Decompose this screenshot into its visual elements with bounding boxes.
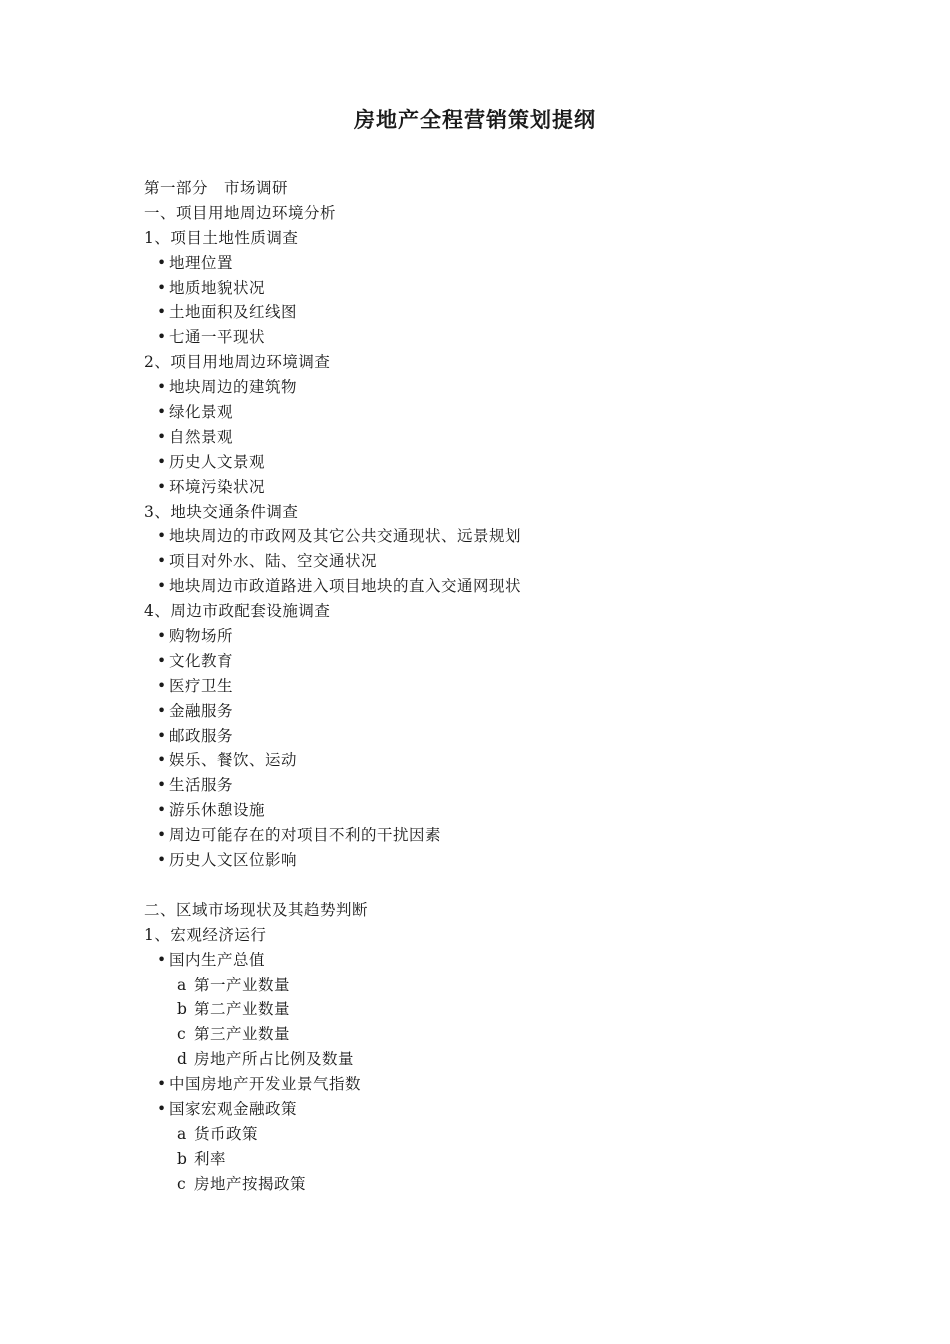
bullet-item (144, 948, 864, 973)
bullet-item-text: 土地面积及红线图 (169, 303, 298, 322)
sub-item-letter: b (177, 1149, 188, 1168)
bullet-item (144, 450, 864, 475)
bullet-item-text: 邮政服务 (169, 726, 234, 745)
outline-body (144, 176, 864, 1197)
bullet-item-text: 游乐休憩设施 (169, 801, 266, 820)
section-heading-text: 4、周边市政配套设施调查 (144, 602, 331, 621)
bullet-item (144, 1097, 864, 1122)
bullet-item (144, 823, 864, 848)
section-heading (144, 898, 864, 923)
section-heading-text: 第一部分 市场调研 (144, 179, 289, 197)
sub-item (144, 1047, 864, 1072)
sub-item-text: 房地产按揭政策 (194, 1174, 307, 1193)
bullet-item-text: 七通一平现状 (169, 328, 266, 347)
sub-item-text: 第一产业数量 (194, 975, 291, 994)
bullet-item-text: 国内生产总值 (169, 950, 266, 969)
bullet-item (144, 1072, 864, 1097)
bullet-item (144, 574, 864, 599)
bullet-item-text: 绿化景观 (169, 403, 234, 422)
sub-item (144, 1172, 864, 1197)
section-heading (144, 226, 864, 251)
bullet-item-text: 项目对外水、陆、空交通状况 (169, 552, 378, 571)
bullet-item (144, 848, 864, 873)
sub-item-text: 货币政策 (194, 1124, 259, 1143)
bullet-item (144, 300, 864, 325)
bullet-item-text: 历史人文景观 (169, 452, 266, 471)
bullet-item-text: 购物场所 (169, 627, 234, 646)
sub-item (144, 997, 864, 1022)
section-heading (144, 350, 864, 375)
sub-item-text: 房地产所占比例及数量 (194, 1050, 355, 1069)
section-heading (144, 500, 864, 525)
section-heading-text: 3、地块交通条件调查 (144, 502, 299, 521)
sub-item-letter: c (177, 1174, 187, 1193)
bullet-item-text: 文化教育 (169, 651, 234, 670)
bullet-item (144, 649, 864, 674)
bullet-item-text: 生活服务 (169, 776, 234, 795)
bullet-item (144, 400, 864, 425)
bullet-item-text: 地理位置 (169, 253, 234, 272)
bullet-item-text: 地质地貌状况 (169, 278, 266, 297)
bullet-item (144, 798, 864, 823)
bullet-item (144, 251, 864, 276)
bullet-item-text: 国家宏观金融政策 (169, 1099, 298, 1118)
bullet-item-text: 金融服务 (169, 701, 234, 720)
sub-item (144, 1122, 864, 1147)
sub-item (144, 1147, 864, 1172)
bullet-item (144, 624, 864, 649)
bullet-item (144, 325, 864, 350)
bullet-item-text: 地块周边的市政网及其它公共交通现状、远景规划 (169, 527, 522, 546)
sub-item (144, 973, 864, 998)
bullet-item (144, 699, 864, 724)
bullet-item (144, 724, 864, 749)
bullet-item (144, 425, 864, 450)
bullet-item-text: 环境污染状况 (169, 477, 266, 496)
bullet-item (144, 674, 864, 699)
bullet-item-text: 地块周边市政道路进入项目地块的直入交通网现状 (169, 577, 522, 596)
sub-item-letter: a (177, 1124, 187, 1143)
section-heading-text: 1、宏观经济运行 (144, 925, 267, 944)
section-heading (144, 176, 864, 201)
section-heading-text: 2、项目用地周边环境调查 (144, 353, 331, 372)
bullet-item (144, 375, 864, 400)
bullet-item (144, 524, 864, 549)
section-heading (144, 923, 864, 948)
document-title: 房地产全程营销策划提纲 (354, 108, 596, 132)
bullet-item (144, 773, 864, 798)
section-heading-text: 二、区域市场现状及其趋势判断 (144, 900, 369, 919)
sub-item-letter: a (177, 975, 187, 994)
blank-line (144, 873, 864, 898)
sub-item-letter: b (177, 1000, 188, 1019)
bullet-item-text: 自然景观 (169, 427, 234, 446)
section-heading (144, 201, 864, 226)
bullet-item (144, 549, 864, 574)
bullet-item-text: 周边可能存在的对项目不利的干扰因素 (169, 826, 442, 845)
bullet-item-text: 地块周边的建筑物 (169, 378, 298, 397)
section-heading (144, 599, 864, 624)
bullet-item (144, 475, 864, 500)
sub-item-text: 第二产业数量 (194, 1000, 291, 1019)
bullet-item-text: 中国房地产开发业景气指数 (169, 1075, 362, 1094)
sub-item-letter: d (177, 1050, 188, 1069)
bullet-item-text: 医疗卫生 (169, 676, 234, 695)
sub-item-text: 第三产业数量 (194, 1025, 291, 1044)
sub-item (144, 1022, 864, 1047)
sub-item-text: 利率 (194, 1149, 227, 1168)
sub-item-letter: c (177, 1025, 187, 1044)
bullet-item-text: 历史人文区位影响 (169, 851, 298, 870)
section-heading-text: 一、项目用地周边环境分析 (144, 203, 337, 222)
bullet-item (144, 276, 864, 301)
bullet-item-text: 娱乐、餐饮、运动 (169, 751, 298, 770)
bullet-item (144, 748, 864, 773)
section-heading-text: 1、项目土地性质调查 (144, 228, 299, 247)
